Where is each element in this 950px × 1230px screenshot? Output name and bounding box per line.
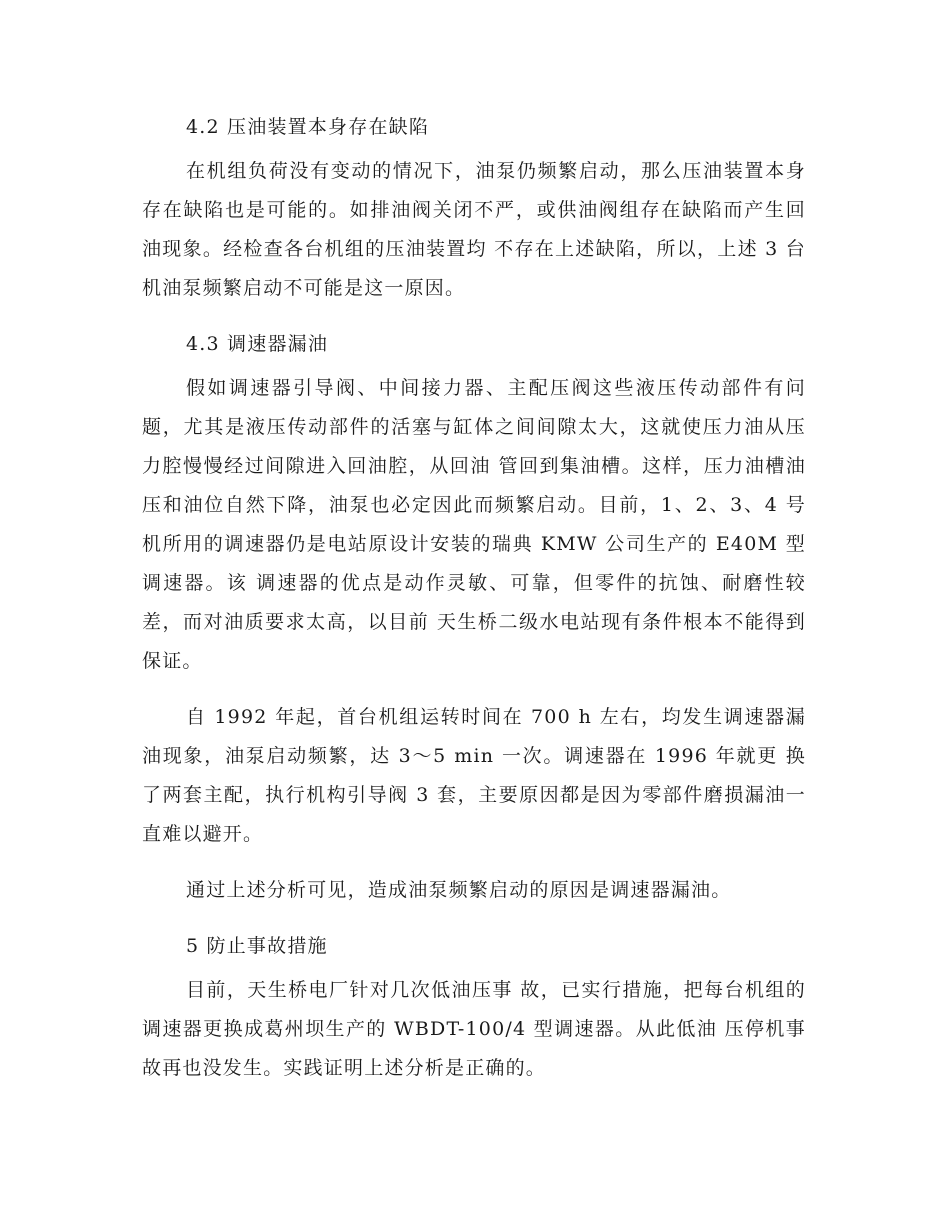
section-heading-4-3: 4.3 调速器漏油 (186, 333, 329, 355)
section-heading-4-2: 4.2 压油装置本身存在缺陷 (186, 116, 430, 138)
document-body (142, 108, 806, 1105)
paragraph: 自 1992 年起，首台机组运转时间在 700 h 左右，均发生调速器漏油现象，油泵启动频繁，达 3～5 min 一次。调速器在 1996 年就更 换了两套主配，执行机构引导阀 3 套，主要原因都是因为零部件磨损漏油一直难以避开。 (142, 706, 806, 845)
paragraph: 通过上述分析可见，造成油泵频繁启动的原因是调速器漏油。 (186, 879, 732, 901)
section-heading-5: 5 防止事故措施 (186, 935, 328, 957)
paragraph: 在机组负荷没有变动的情况下，油泵仍频繁启动，那么压油装置本身存在缺陷也是可能的。如排油阀关闭不严，或供油阀组存在缺陷而产生回油现象。经检查各台机组的压油装置均 不存在上述缺陷，所以，上述 3 台机油泵频繁启动不可能是这一原因。 (142, 160, 806, 299)
paragraph: 目前，天生桥电厂针对几次低油压事 故，已实行措施，把每台机组的调速器更换成葛州坝生产的 WBDT-100/4 型调速器。从此低油 压停机事故再也没发生。实践证明上述分析是正确的。 (142, 979, 806, 1079)
paragraph: 假如调速器引导阀、中间接力器、主配压阀这些液压传动部件有问题，尤其是液压传动部件的活塞与缸体之间间隙太大，这就使压力油从压力腔慢慢经过间隙进入回油腔，从回油 管回到集油槽。这样，压力油槽油压和油位自然下降，油泵也必定因此而频繁启动。目前，1、2、3、4 号机所用的调速器仍是电站原设计安装的瑞典 KMW 公司生产的 E40M 型调速器。该 调速器的优点是动作灵敏、可靠，但零件的抗蚀、耐磨性较差，而对油质要求太高，以目前 天生桥二级水电站现有条件根本不能得到保证。 (142, 377, 806, 672)
